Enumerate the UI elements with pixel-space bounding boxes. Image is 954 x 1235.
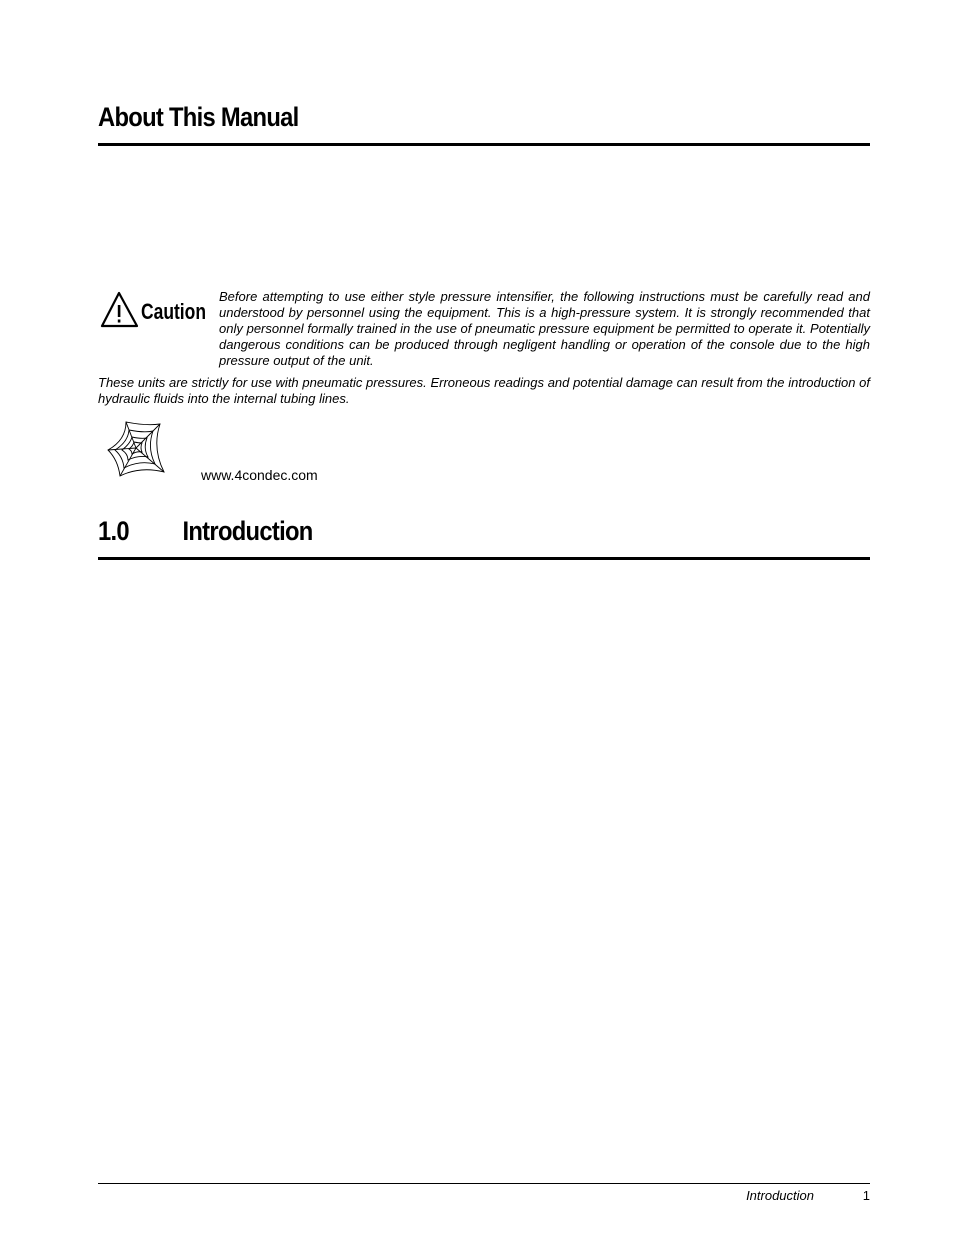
section-title: Introduction — [182, 516, 313, 546]
footer-page-number: 1 — [862, 1188, 870, 1203]
footer-section-name: Introduction — [746, 1188, 814, 1203]
footer-rule — [98, 1183, 870, 1184]
spider-web-icon — [106, 420, 166, 478]
section-number: 1.0 — [98, 516, 129, 546]
title-rule — [98, 143, 870, 146]
caution-label-group — [101, 291, 211, 329]
warning-triangle-icon — [102, 293, 137, 326]
website-link[interactable]: www.4condec.com — [201, 467, 318, 483]
page-title: About This Manual — [98, 102, 299, 132]
caution-text: Before attempting to use either style pressure intensifier, the following instructions must be carefully read and understood by personnel using the equipment. This is a high-pressure system. It is strongly recommended that only personnel formally trained in the use of pneumatic pressure equipment be permitted to operate it. Potentially dangerous conditions can be produced through negligent handling or operation of the console due to the high pressure output of the unit. — [219, 289, 870, 368]
section-heading — [98, 518, 777, 545]
notice-text: These units are strictly for use with pneumatic pressures. Erroneous readings and potential damage can result from the introduction of hydraulic fluids into the internal tubing lines. — [98, 375, 870, 406]
caution-label: Caution — [141, 299, 206, 324]
section-rule — [98, 557, 870, 560]
